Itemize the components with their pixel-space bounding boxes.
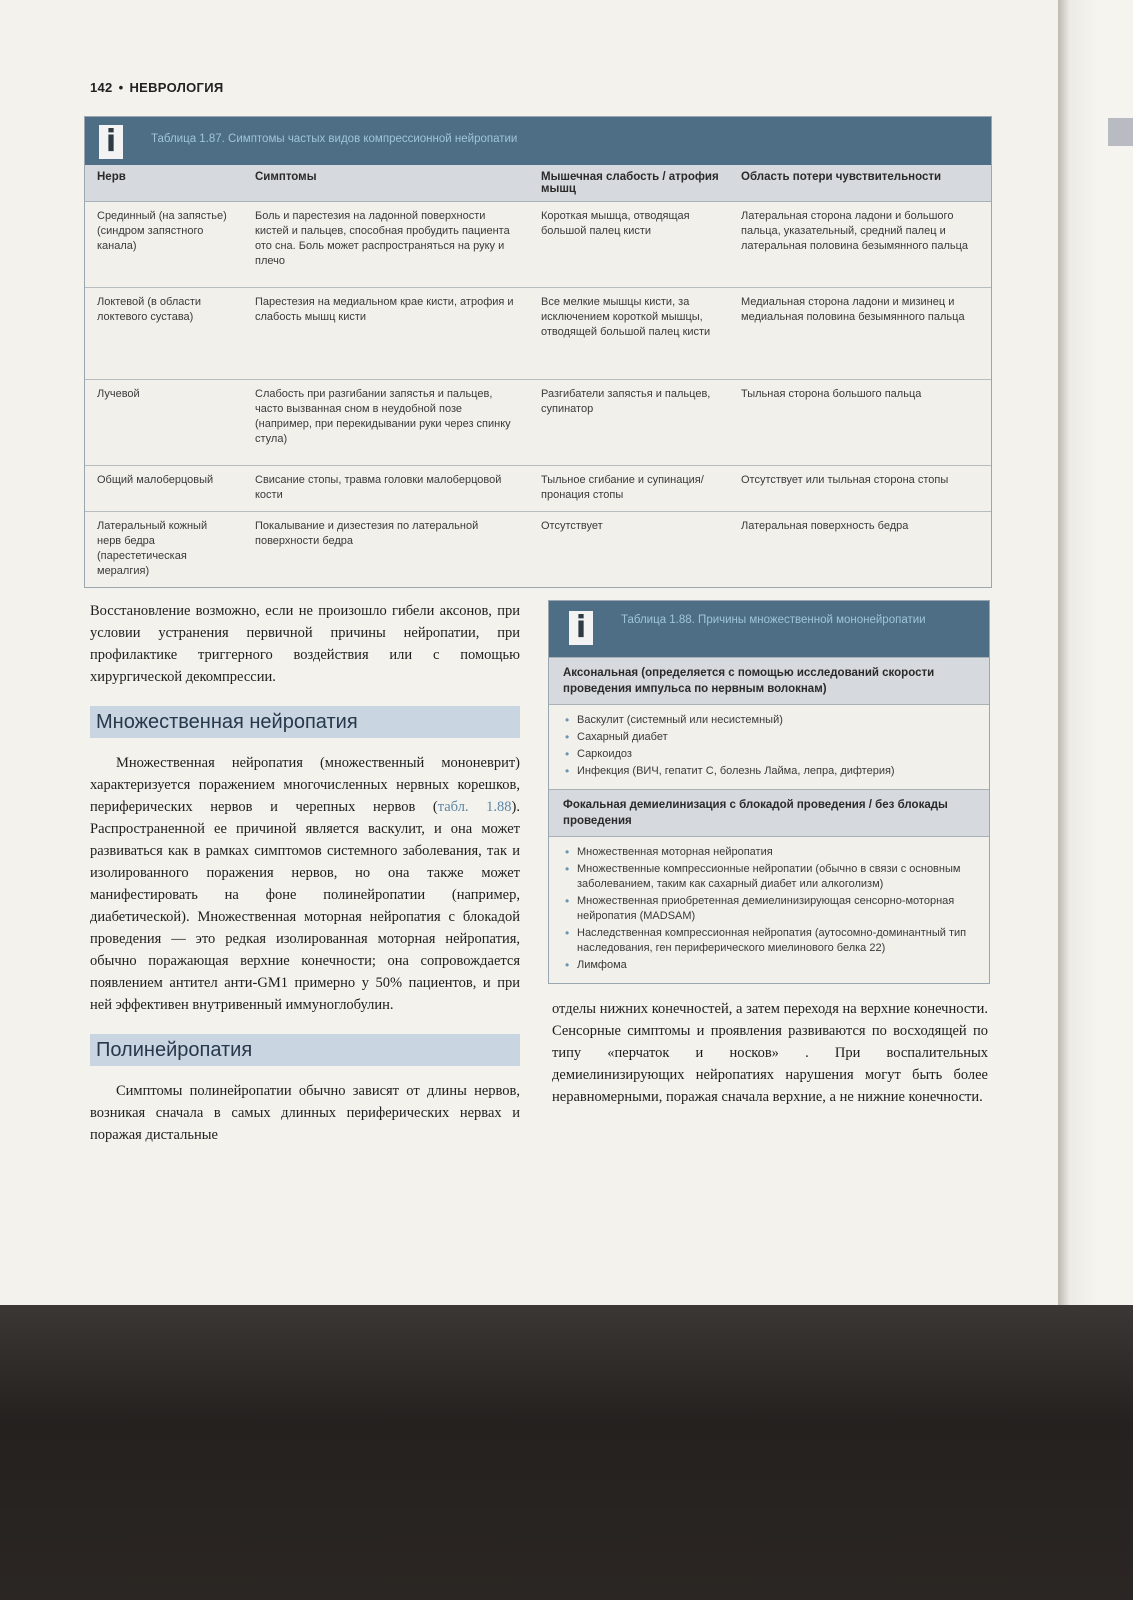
table-cell: Короткая мышца, отводящая большой палец кисти xyxy=(529,201,729,287)
table-cell: Тыльное сгибание и супинация/пронация стопы xyxy=(529,465,729,511)
list-item: • Множественная моторная нейропатия xyxy=(565,845,977,860)
list-item: • Множественные компрессионные нейропатии (обычно в связи с основным заболеванием, таким как сахарный диабет или алкоголизм) xyxy=(565,862,977,892)
table-cell: Разгибатели запястья и пальцев, супинатор xyxy=(529,379,729,465)
section-title-multiple-neuropathy: Множественная нейропатия xyxy=(90,706,520,738)
table-subheading: Аксональная (определяется с помощью исследований скорости проведения импульса по нервным волокнам) xyxy=(549,657,989,705)
continuation-paragraph: отделы нижних конечностей, а затем переходя на верхние конечности. Сенсорные симптомы и проявления развиваются по восходящей по типу «перчаток и носков» . При воспалительных демиелинизирующих нейропатиях нарушения могут быть более неравномерными, поражая сначала верхние, а не нижние конечности. xyxy=(552,1001,988,1105)
table-caption: Таблица 1.88. Причины множественной мононейропатии xyxy=(621,614,926,626)
table-cell: Латеральный кожный нерв бедра (парестетическая мералгия) xyxy=(97,519,208,577)
causes-list-axonal xyxy=(549,705,989,789)
column-header: Нерв xyxy=(85,165,243,201)
table-1-87 xyxy=(84,116,992,588)
table-row xyxy=(85,465,991,511)
list-item: • Множественная приобретенная демиелинизирующая сенсорно-моторная нейропатия (MADSAM) xyxy=(565,894,977,924)
table-cell: Боль и парестезия на ладонной поверхности кистей и пальцев, способная пробудить пациента ото сна. Боль может распространяться на руку и плечо xyxy=(243,201,529,287)
page-number: 142 xyxy=(90,80,113,95)
right-column xyxy=(540,600,990,1108)
adjacent-page-tab xyxy=(1108,118,1133,146)
table-cell: Отсутствует или тыльная сторона стопы xyxy=(729,465,991,511)
adjacent-page-edge xyxy=(1058,0,1133,1305)
table-subheading: Фокальная демиелинизация с блокадой проведения / без блокады проведения xyxy=(549,789,989,837)
table-cell: Тыльная сторона большого пальца xyxy=(729,379,991,465)
paragraph-text: ). Распространенной ее причиной является васкулит, и она может развиваться как в рамках симптомов системного заболевания, так и изолированного поражения нервов, но она также может манифестировать на фоне полинейропатии (например, диабетической). Множественная моторная нейропатия с блокадой проведения — это редкая изолированная моторная нейропатия, обычно поражающая верхние конечности; она сопровождается появлением антител анти-GM1 примерно у 50% пациентов, и при ней эффективен внутривенный иммуноглобулин. xyxy=(90,799,521,1013)
paragraph-polyneuropathy: Симптомы полинейропатии обычно зависят от длины нервов, возникая сначала в самых длинных периферических нервах и поражая дистальные xyxy=(90,1083,520,1143)
intro-paragraph: Восстановление возможно, если не произошло гибели аксонов, при условии устранения первичной причины нейропатии, при профилактике триггерного воздействия или с помощью хирургической декомпрессии. xyxy=(90,603,520,685)
table-cell: Латеральная сторона ладони и большого пальца, указательный, средний палец и латеральная половина безымянного пальца xyxy=(729,201,991,287)
table-cell: Покалывание и дизестезия по латеральной поверхности бедра xyxy=(255,519,479,547)
section-name: НЕВРОЛОГИЯ xyxy=(129,80,224,95)
paragraph-multiple-neuropathy xyxy=(90,752,520,1016)
table-cell: Срединный (на запястье) (синдром запястного канала) xyxy=(85,201,243,287)
table-caption: Таблица 1.87. Симптомы частых видов компрессионной нейропатии xyxy=(151,133,518,145)
table-cell: Свисание стопы, травма головки малоберцовой кости xyxy=(243,465,529,511)
info-icon: i xyxy=(99,125,123,159)
column-header: Область потери чувствительности xyxy=(729,165,991,201)
table-cell: Отсутствует xyxy=(541,519,603,532)
running-head xyxy=(90,80,223,95)
table-cell: Все мелкие мышцы кисти, за исключением короткой мышцы, отводящей большой палец кисти xyxy=(529,287,729,379)
table-row xyxy=(85,201,991,287)
paragraph-text: Множественная нейропатия (множественный мононеврит) характеризуется поражением многочисленных нервных корешков, периферических нервов и черепных нервов ( xyxy=(90,755,520,815)
table-header-bar xyxy=(85,117,991,165)
table-1-88 xyxy=(548,600,990,984)
column-header: Симптомы xyxy=(243,165,529,201)
table-header-row xyxy=(85,165,991,201)
separator-dot: • xyxy=(118,80,124,95)
table-cell: Слабость при разгибании запястья и пальцев, часто вызванная сном в неудобной позе (например, при перекидывании руки через спинку стула) xyxy=(243,379,529,465)
list-item: • Наследственная компрессионная нейропатия (аутосомно-доминантный тип наследования, ген периферического миелинового белка 22) xyxy=(565,926,977,956)
list-item: • Лимфома xyxy=(565,958,977,973)
table-cell: Общий малоберцовый xyxy=(85,465,243,511)
list-item: • Инфекция (ВИЧ, гепатит С, болезнь Лайма, лепра, дифтерия) xyxy=(565,764,977,779)
table-row xyxy=(85,511,991,587)
list-item: • Сахарный диабет xyxy=(565,730,977,745)
list-item: • Саркоидоз xyxy=(565,747,977,762)
table-cell: Лучевой xyxy=(85,379,243,465)
table-cell: Медиальная сторона ладони и мизинец и медиальная половина безымянного пальца xyxy=(729,287,991,379)
table-cell: Парестезия на медиальном крае кисти, атрофия и слабость мышц кисти xyxy=(243,287,529,379)
symptoms-table xyxy=(85,165,991,587)
background-surface xyxy=(0,1305,1133,1600)
column-header: Мышечная слабость / атрофия мышц xyxy=(529,165,729,201)
table-row xyxy=(85,379,991,465)
table-reference-link[interactable]: табл. 1.88 xyxy=(437,799,512,815)
list-item: • Васкулит (системный или несистемный) xyxy=(565,713,977,728)
causes-list-demyelination xyxy=(549,837,989,983)
table-cell: Латеральная поверхность бедра xyxy=(741,519,909,532)
table-header-bar xyxy=(549,601,989,657)
left-column xyxy=(90,600,520,1146)
table-cell: Локтевой (в области локтевого сустава) xyxy=(85,287,243,379)
info-icon: i xyxy=(569,611,593,645)
section-title-polyneuropathy: Полинейропатия xyxy=(90,1034,520,1066)
table-row xyxy=(85,287,991,379)
